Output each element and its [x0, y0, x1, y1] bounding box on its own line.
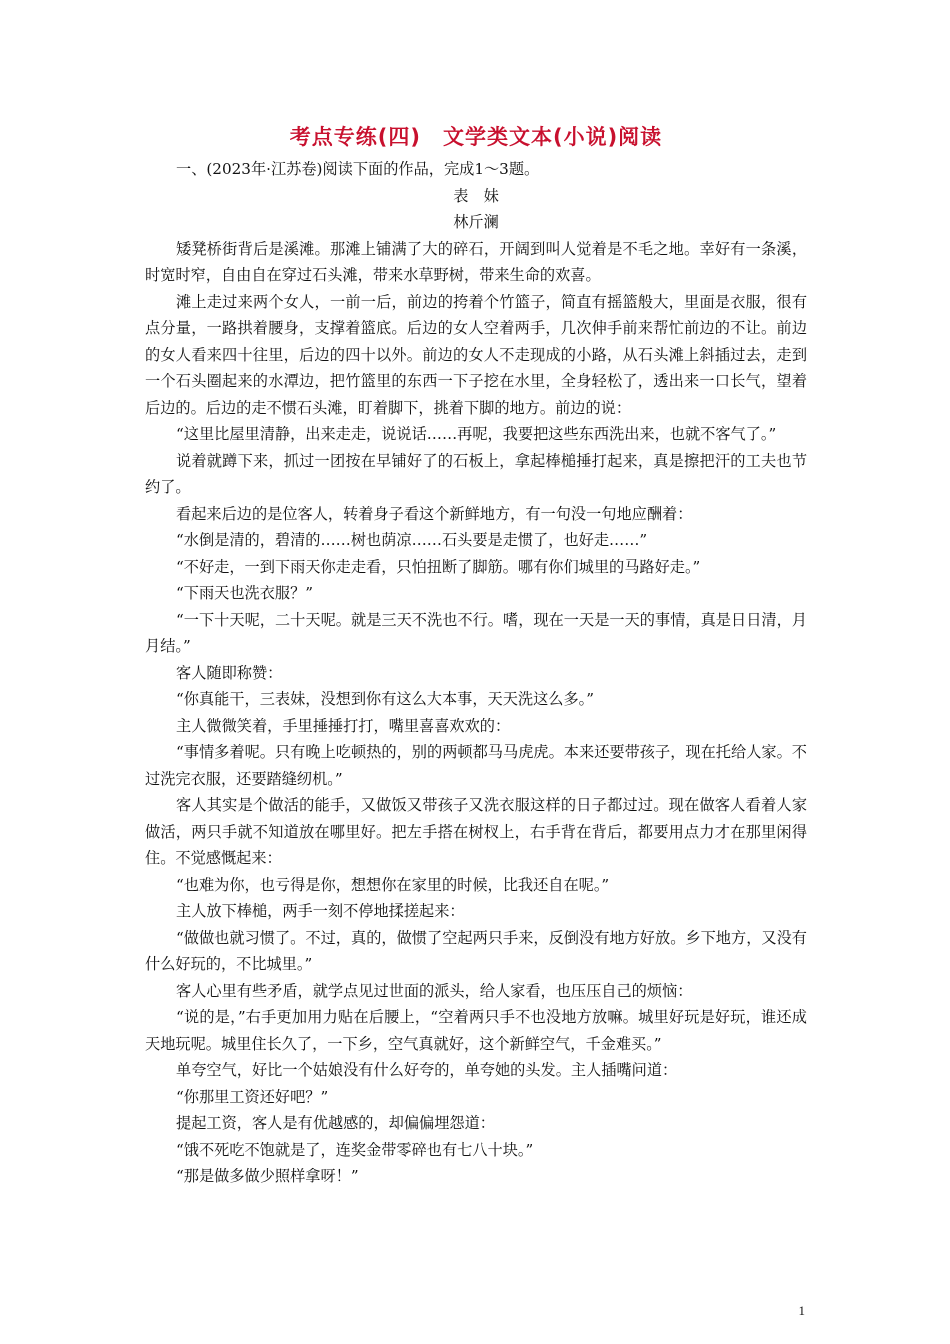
paragraph: 滩上走过来两个女人，一前一后，前边的挎着个竹篮子，简直有摇篮般大，里面是衣服，很有点分量，一路拱着腰身，支撑着篮底。后边的女人空着两手，几次伸手前来帮忙前边的不让。前边的女人看来四十往里，后边的四十以外。前边的女人不走现成的小路，从石头滩上斜插过去，走到一个石头圈起来的水潭边，把竹篮里的东西一下子挖在水里，全身轻松了，透出来一口长气，望着后边的。后边的走不惯石头滩，盯着脚下，挑着下脚的地方。前边的说：	[145, 292, 807, 417]
paragraph: “饿不死吃不饱就是了，连奖金带零碎也有七八十块。”	[176, 1140, 534, 1159]
paragraph: “你真能干，三表妹，没想到你有这么大本事，天天洗这么多。”	[176, 690, 594, 708]
paragraph: 单夸空气，好比一个姑娘没有什么好夸的，单夸她的头发。主人插嘴问道：	[176, 1061, 678, 1079]
paragraph: 矮凳桥街背后是溪滩。那滩上铺满了大的碎石，开阔到叫人觉着是不毛之地。幸好有一条溪，时宽时窄，自由自在穿过石头滩，带来水草野树，带来生命的欢喜。	[145, 239, 807, 284]
page-number: 1	[798, 1303, 805, 1318]
page-title: 考点专练(四) 文学类文本(小说)阅读	[289, 125, 663, 149]
author-name: 林斤澜	[453, 213, 499, 231]
paragraph: 客人心里有些矛盾，就学点见过世面的派头，给人家看，也压压自己的烦恼：	[176, 981, 693, 1000]
paragraph: 说着就蹲下来，抓过一团按在早铺好了的石板上，拿起棒槌捶打起来，真是擦把汗的工夫也节约了。	[145, 451, 807, 496]
paragraph: 主人放下棒槌，两手一刻不停地揉搓起来：	[176, 902, 465, 920]
paragraph: “事情多着呢。只有晚上吃顿热的，别的两顿都马马虎虎。本来还要带孩子，现在托给人家。不过洗完衣服，还要踏缝纫机。”	[145, 743, 807, 788]
paragraph: “也难为你，也亏得是你，想想你在家里的时候，比我还自在呢。”	[176, 875, 610, 894]
paragraph: 看起来后边的是位客人，转着身子看这个新鲜地方，有一句没一句地应酬着：	[176, 504, 693, 523]
paragraph: “那是做多做少照样拿呀！”	[176, 1167, 359, 1185]
story-title: 表 妹	[453, 186, 499, 205]
paragraph: “一下十天呢，二十天呢。就是三天不洗也不行。嗜，现在一天是一天的事情，真是日日清，月月结。”	[145, 610, 807, 655]
paragraph: 客人随即称赞：	[176, 663, 283, 682]
paragraph: “做做也就习惯了。不过，真的，做惯了空起两只手来，反倒没有地方好放。乡下地方，又没有什么好玩的，不比城里。”	[145, 928, 807, 973]
paragraph: “不好走，一到下雨天你走走看，只怕扭断了脚筋。哪有你们城里的马路好走。”	[176, 557, 701, 576]
paragraph: “水倒是清的，碧清的……树也荫凉……石头要是走惯了，也好走……”	[176, 531, 648, 549]
paragraph: 客人其实是个做活的能手，又做饭又带孩子又洗衣服这样的日子都过过。现在做客人看着人家做活，两只手就不知道放在哪里好。把左手搭在树杈上，右手背在背后，都要用点力才在那里闲得住。不觉感慨起来：	[145, 796, 807, 867]
paragraph: 主人微微笑着，手里捶捶打打，嘴里喜喜欢欢的：	[176, 716, 511, 735]
paragraph: “这里比屋里清静，出来走走，说说话……再呢，我要把这些东西洗出来，也就不客气了。”	[176, 425, 777, 443]
paragraph: “说的是，”右手更加用力贴在后腰上，“空着两只手不也没地方放嘛。城里好玩是好玩，谁还成天地玩呢。城里住长久了，一下乡，空气真就好，这个新鲜空气，千金难买。”	[145, 1008, 807, 1053]
paragraph: 提起工资，客人是有优越感的，却偏偏埋怨道：	[176, 1114, 495, 1132]
paragraph: “下雨天也洗衣服？”	[176, 584, 314, 602]
paragraph: “你那里工资还好吧？”	[176, 1087, 329, 1106]
document-content	[145, 122, 807, 1190]
question-intro: 一、(2023年·江苏卷)阅读下面的作品，完成1～3题。	[176, 160, 540, 178]
